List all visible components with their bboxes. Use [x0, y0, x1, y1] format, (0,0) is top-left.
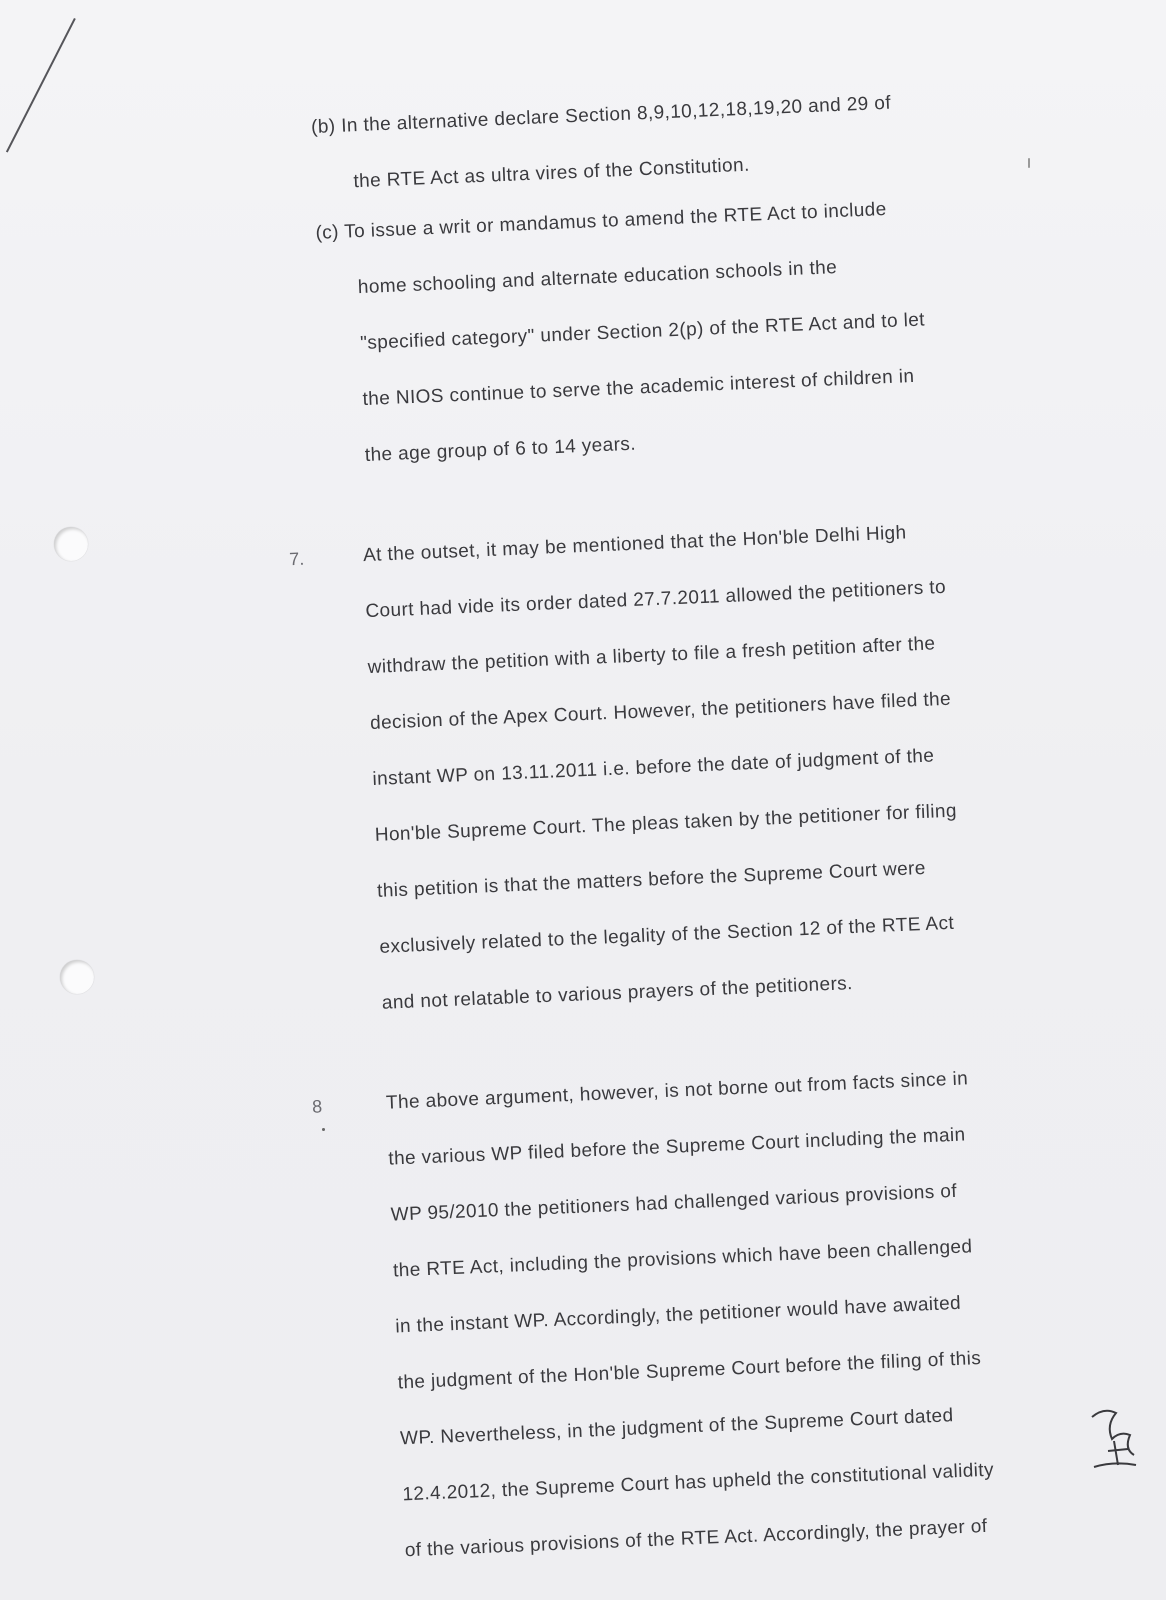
paragraph-8-line: WP. Nevertheless, in the judgment of the Supreme Court dated	[399, 1405, 954, 1450]
paragraph-7-line: this petition is that the matters before the Supreme Court were	[376, 857, 927, 902]
paragraph-8-line: the various WP filed before the Supreme Court including the main	[387, 1124, 966, 1170]
paragraph-8-number: 8	[311, 1096, 323, 1117]
paragraph-7	[288, 499, 1068, 1033]
clause-c-line-2: home schooling and alternate education schools in the	[357, 257, 838, 299]
paragraph-8-line: 12.4.2012, the Supreme Court has upheld the constitutional validity	[402, 1459, 995, 1506]
paragraph-7-line: Court had vide its order dated 27.7.2011 allowed the petitioners to	[365, 576, 947, 623]
clause-c-line-5: the age group of 6 to 14 years.	[364, 433, 637, 467]
clause-c-line-3: "specified category" under Section 2(p) of the RTE Act and to let	[359, 309, 926, 355]
paragraph-8-line: in the instant WP. Accordingly, the petitioner would have awaited	[395, 1292, 962, 1338]
margin-pen-stroke	[6, 18, 76, 153]
clause-b-line-2: the RTE Act as ultra vires of the Constitution.	[353, 154, 751, 193]
paragraph-7-line: At the outset, it may be mentioned that the Hon'ble Delhi High	[362, 522, 907, 567]
clause-b-line-1: (b) In the alternative declare Section 8,9,10,12,18,19,20 and 29 of	[310, 92, 892, 138]
clause-c-line-1: (c) To issue a writ or mandamus to amend the RTE Act to include	[315, 198, 888, 244]
punch-hole-top	[54, 527, 88, 561]
paragraph-8	[311, 1047, 1091, 1581]
paragraph-7-line: and not relatable to various prayers of the petitioners.	[381, 973, 854, 1014]
document-body	[288, 70, 1091, 1581]
paragraph-7-number: 7.	[288, 548, 305, 570]
initials-signature	[1084, 1405, 1144, 1475]
paragraph-7-line: withdraw the petition with a liberty to file a fresh petition after the	[367, 633, 936, 679]
paragraph-7-line: decision of the Apex Court. However, the petitioners have filed the	[369, 688, 952, 735]
paragraph-7-line: Hon'ble Supreme Court. The pleas taken by the petitioner for filing	[374, 800, 958, 846]
paragraph-7-line: exclusively related to the legality of the Section 12 of the RTE Act	[379, 912, 955, 958]
paragraph-8-line: the judgment of the Hon'ble Supreme Court before the filing of this	[397, 1348, 982, 1394]
paragraph-8-line: the RTE Act, including the provisions which have been challenged	[392, 1236, 973, 1282]
paragraph-8-line: WP 95/2010 the petitioners had challenged various provisions of	[390, 1180, 958, 1226]
clause-c	[314, 176, 1045, 486]
paragraph-8-line: The above argument, however, is not borne out from facts since in	[385, 1068, 969, 1114]
paragraph-7-line: instant WP on 13.11.2011 i.e. before the date of judgment of the	[372, 745, 935, 790]
paragraph-8-line: of the various provisions of the RTE Act. Accordingly, the prayer of	[404, 1515, 988, 1562]
punch-hole-bottom	[60, 960, 94, 994]
clause-c-line-4: the NIOS continue to serve the academic interest of children in	[362, 365, 915, 411]
